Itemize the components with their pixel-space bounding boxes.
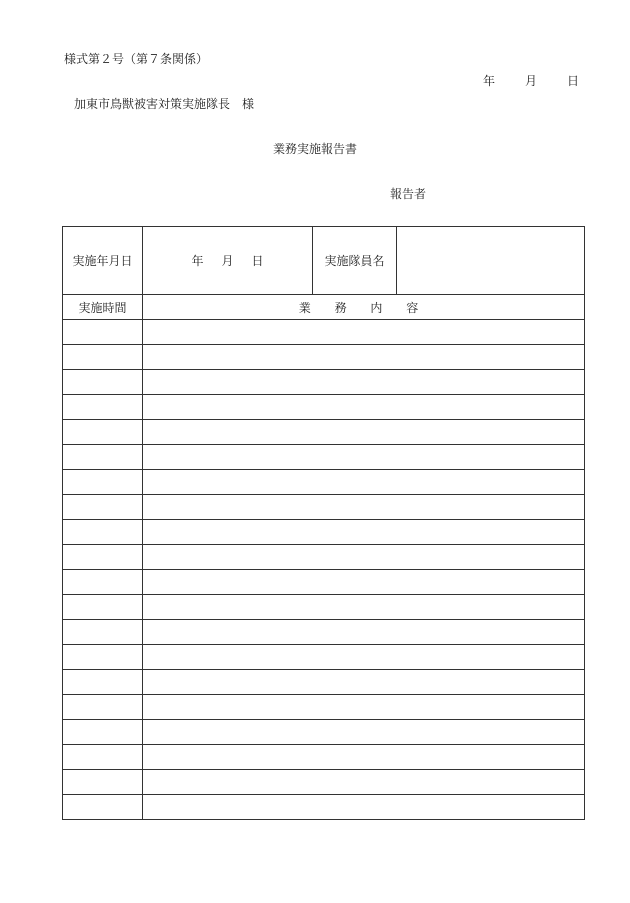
log-row (63, 720, 585, 745)
log-row (63, 645, 585, 670)
time-cell[interactable] (63, 645, 143, 670)
time-cell[interactable] (63, 770, 143, 795)
log-row (63, 670, 585, 695)
time-cell[interactable] (63, 720, 143, 745)
document-title: 業務実施報告書 (272, 142, 357, 156)
log-row (63, 570, 585, 595)
date-day-label: 日 (567, 74, 580, 88)
time-cell[interactable] (63, 745, 143, 770)
time-cell[interactable] (63, 695, 143, 720)
header-row (63, 227, 585, 295)
log-row (63, 795, 585, 820)
content-cell[interactable] (143, 695, 585, 720)
content-cell[interactable] (143, 720, 585, 745)
time-cell[interactable] (63, 395, 143, 420)
content-cell[interactable] (143, 520, 585, 545)
submission-date (483, 75, 579, 87)
member-label-cell: 実施隊員名 (313, 227, 397, 295)
log-row (63, 445, 585, 470)
member-name-cell[interactable] (397, 227, 585, 295)
content-cell[interactable] (143, 470, 585, 495)
content-cell[interactable] (143, 370, 585, 395)
content-cell[interactable] (143, 620, 585, 645)
date-month-label: 月 (525, 74, 538, 88)
form-number: 様式第２号（第７条関係） (64, 52, 209, 66)
time-cell[interactable] (63, 520, 143, 545)
content-cell[interactable] (143, 395, 585, 420)
content-cell[interactable] (143, 570, 585, 595)
log-row (63, 495, 585, 520)
time-cell[interactable] (63, 345, 143, 370)
time-cell[interactable] (63, 370, 143, 395)
content-cell[interactable] (143, 745, 585, 770)
time-cell[interactable] (63, 545, 143, 570)
time-cell[interactable] (63, 445, 143, 470)
content-cell[interactable] (143, 420, 585, 445)
time-cell[interactable] (63, 620, 143, 645)
date-cell-year: 年 (191, 254, 204, 268)
content-cell[interactable] (143, 545, 585, 570)
addressee-name: 加東市鳥獣被害対策実施隊長 (74, 97, 231, 111)
content-cell[interactable] (143, 595, 585, 620)
content-cell[interactable] (143, 345, 585, 370)
date-label-cell: 実施年月日 (63, 227, 143, 295)
content-cell[interactable] (143, 495, 585, 520)
content-cell[interactable] (143, 795, 585, 820)
log-row (63, 345, 585, 370)
content-cell[interactable] (143, 645, 585, 670)
date-year-label: 年 (483, 74, 496, 88)
log-row (63, 320, 585, 345)
content-column-header: 業 務 内 容 (143, 295, 585, 320)
addressee-honorific: 様 (242, 97, 255, 111)
log-row (63, 620, 585, 645)
log-row (63, 370, 585, 395)
log-row (63, 545, 585, 570)
content-cell[interactable] (143, 670, 585, 695)
time-cell[interactable] (63, 570, 143, 595)
reporter-label: 報告者 (390, 187, 427, 201)
addressee (74, 98, 254, 110)
log-row (63, 470, 585, 495)
log-row (63, 420, 585, 445)
time-cell[interactable] (63, 795, 143, 820)
column-header-row (63, 295, 585, 320)
log-row (63, 395, 585, 420)
time-cell[interactable] (63, 320, 143, 345)
time-cell[interactable] (63, 670, 143, 695)
time-column-header: 実施時間 (63, 295, 143, 320)
log-row (63, 520, 585, 545)
time-cell[interactable] (63, 420, 143, 445)
log-row (63, 745, 585, 770)
log-row (63, 770, 585, 795)
date-cell-day: 日 (251, 254, 264, 268)
time-cell[interactable] (63, 595, 143, 620)
content-cell[interactable] (143, 445, 585, 470)
content-cell[interactable] (143, 770, 585, 795)
time-cell[interactable] (63, 495, 143, 520)
date-cell-month: 月 (221, 254, 234, 268)
time-cell[interactable] (63, 470, 143, 495)
date-input-cell[interactable] (143, 227, 313, 295)
log-row (63, 695, 585, 720)
report-table (62, 226, 585, 820)
log-row (63, 595, 585, 620)
content-cell[interactable] (143, 320, 585, 345)
